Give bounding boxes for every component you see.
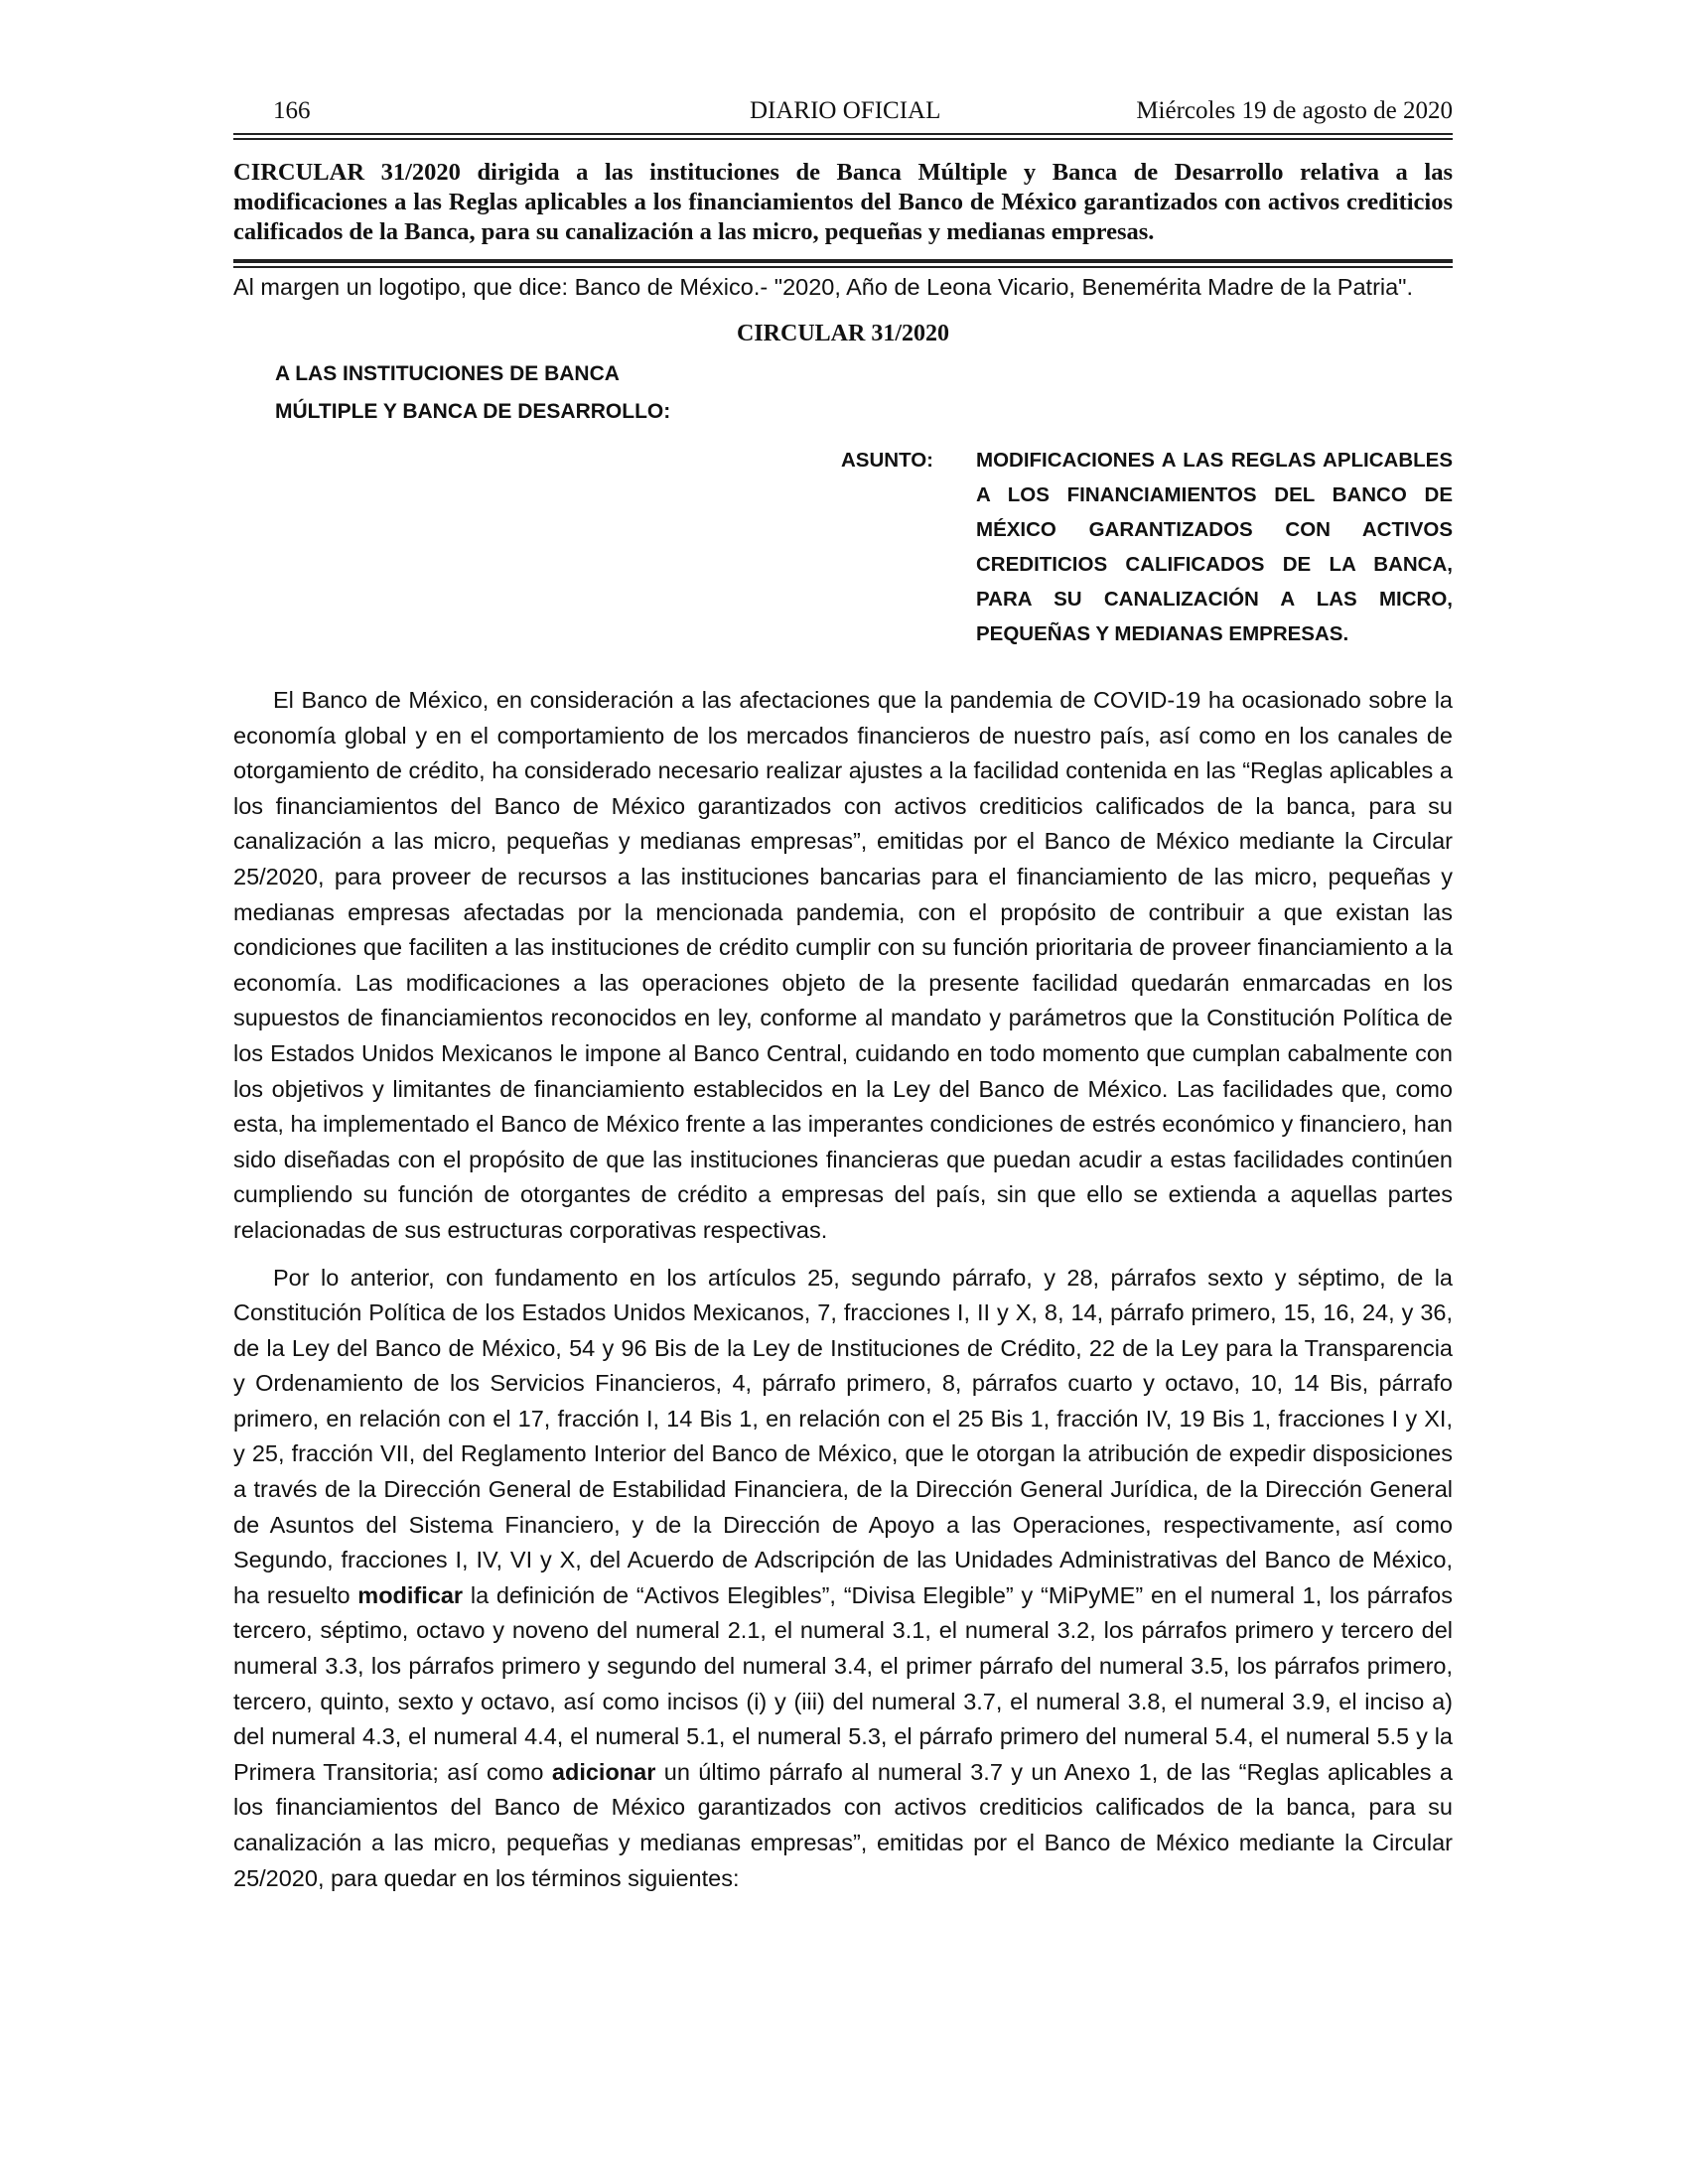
title-separator: [233, 259, 1453, 268]
keyword-modificar: modificar: [357, 1581, 464, 1608]
circular-heading: CIRCULAR 31/2020: [736, 321, 949, 346]
publication-name: DIARIO OFICIAL: [750, 97, 941, 124]
subject-text: MODIFICACIONES A LAS REGLAS APLICABLES A LOS FINANCIAMIENTOS DEL BANCO DE MÉXICO GARANTIZADOS CON ACTIVOS CREDITICIOS CALIFICADOS DE LA BANCA, PARA SU CANALIZACIÓN A LAS MICRO, PEQUEÑAS Y MEDIANAS EMPRESAS.: [976, 449, 1453, 645]
subject-block: [233, 443, 1453, 683]
paragraph-2-text-b: la definición de “Activos Elegibles”, “Divisa Elegible” y “MiPyME” en el numeral 1, los párrafos tercero, séptimo, octavo y noveno del numeral 2.1, el numeral 3.1, el numeral 3.2, los párrafos primero y tercero del numeral 3.3, los párrafos primero y segundo del numeral 3.4, el primer párrafo del numeral 3.5, los párrafos primero, tercero, quinto, sexto y octavo, así como incisos (i) y (iii) del numeral 3.7, el numeral 3.8, el numeral 3.9, el inciso a) del numeral 4.3, el numeral 4.4, el numeral 5.1, el numeral 5.3, el párrafo primero del numeral 5.4, el numeral 5.5 y la Primera Transitoria; así como: [233, 1581, 1453, 1785]
paragraph-2-text-a: Por lo anterior, con fundamento en los artículos 25, segundo párrafo, y 28, párrafos sexto y séptimo, de la Constitución Política de los Estados Unidos Mexicanos, 7, fracciones I, II y X, 8, 14, párrafo primero, 15, 16, 24, y 36, de la Ley del Banco de México, 54 y 96 Bis de la Ley de Instituciones de Crédito, 22 de la Ley para la Transparencia y Ordenamiento de los Servicios Financieros, 4, párrafo primero, 8, párrafos cuarto y octavo, 10, 14 Bis, párrafo primero, en relación con el 17, fracción I, 14 Bis 1, en relación con el 25 Bis 1, fracción IV, 19 Bis 1, fracciones I y XI, y 25, fracción VII, del Reglamento Interior del Banco de México, que le otorgan la atribución de expedir disposiciones a través de la Dirección General de Estabilidad Financiera, de la Dirección General Jurídica, de la Dirección General de Asuntos del Sistema Financiero, y de la Dirección de Apoyo a las Operaciones, respectivamente, así como Segundo, fracciones I, IV, VI y X, del Acuerdo de Adscripción de las Unidades Administrativas del Banco de México, ha resuelto: [233, 1264, 1453, 1608]
body-paragraph-1: El Banco de México, en consideración a las afectaciones que la pandemia de COVID-19 ha ocasionado sobre la economía global y en el comportamiento de los mercados financieros de nuestro país, así como en los canales de otorgamiento de crédito, ha considerado necesario realizar ajustes a la facilidad contenida en las “Reglas aplicables a los financiamientos del Banco de México garantizados con activos crediticios calificados de la banca, para su canalización a las micro, pequeñas y medianas empresas”, emitidas por el Banco de México mediante la Circular 25/2020, para proveer de recursos a las instituciones bancarias para el financiamiento de las micro, pequeñas y medianas empresas afectadas por la mencionada pandemia, con el propósito de contribuir a que existan las condiciones que faciliten a las instituciones de crédito cumplir con su función prioritaria de proveer financiamiento a la economía. Las modificaciones a las operaciones objeto de la presente facilidad quedarán enmarcadas en los supuestos de financiamientos reconocidos en ley, conforme al mandato y parámetros que la Constitución Política de los Estados Unidos Mexicanos le impone al Banco Central, cuidando en todo momento que cumplan cabalmente con los objetivos y limitantes de financiamiento establecidos en la Ley del Banco de México. Las facilidades que, como esta, ha implementado el Banco de México frente a las imperantes condiciones de estrés económico y financiero, han sido diseñadas con el propósito de que las instituciones financieras que puedan acudir a estas facilidades continúen cumpliendo su función de otorgantes de crédito a empresas del país, sin que ello se extienda a aquellas partes relacionadas de sus estructuras corporativas respectivas.: [233, 687, 1453, 1243]
page-number: 166: [273, 97, 311, 124]
document-title: CIRCULAR 31/2020 dirigida a las instituciones de Banca Múltiple y Banca de Desarrollo relativa a las modificaciones a las Reglas aplicables a los financiamientos del Banco de México garantizados con activos crediticios calificados de la Banca, para su canalización a las micro, pequeñas y medianas empresas.: [233, 159, 1453, 245]
page-header: [233, 95, 1453, 133]
paragraph-2-text-c: un último párrafo al numeral 3.7 y un Anexo 1, de las “Reglas aplicables a los financiamientos del Banco de México garantizados con activos crediticios calificados de la banca, para su canalización a las micro, pequeñas y medianas empresas”, emitidas por el Banco de México mediante la Circular 25/2020, para quedar en los términos siguientes:: [233, 1758, 1453, 1891]
keyword-adicionar: adicionar: [551, 1758, 656, 1785]
addressee-line-2: MÚLTIPLE Y BANCA DE DESARROLLO:: [275, 400, 671, 423]
document-page: [233, 95, 1453, 1908]
body-paragraph-2: [233, 1261, 1453, 1897]
margin-note: Al margen un logotipo, que dice: Banco de México.- "2020, Año de Leona Vicario, Benemérita Madre de la Patria".: [233, 274, 1414, 300]
header-rule-second: [233, 138, 1453, 140]
addressee: [275, 355, 1453, 431]
header-rule: [233, 133, 1453, 135]
publication-date: Miércoles 19 de agosto de 2020: [1136, 97, 1453, 124]
subject-label: ASUNTO:: [841, 449, 934, 472]
addressee-line-1: A LAS INSTITUCIONES DE BANCA: [275, 362, 620, 385]
